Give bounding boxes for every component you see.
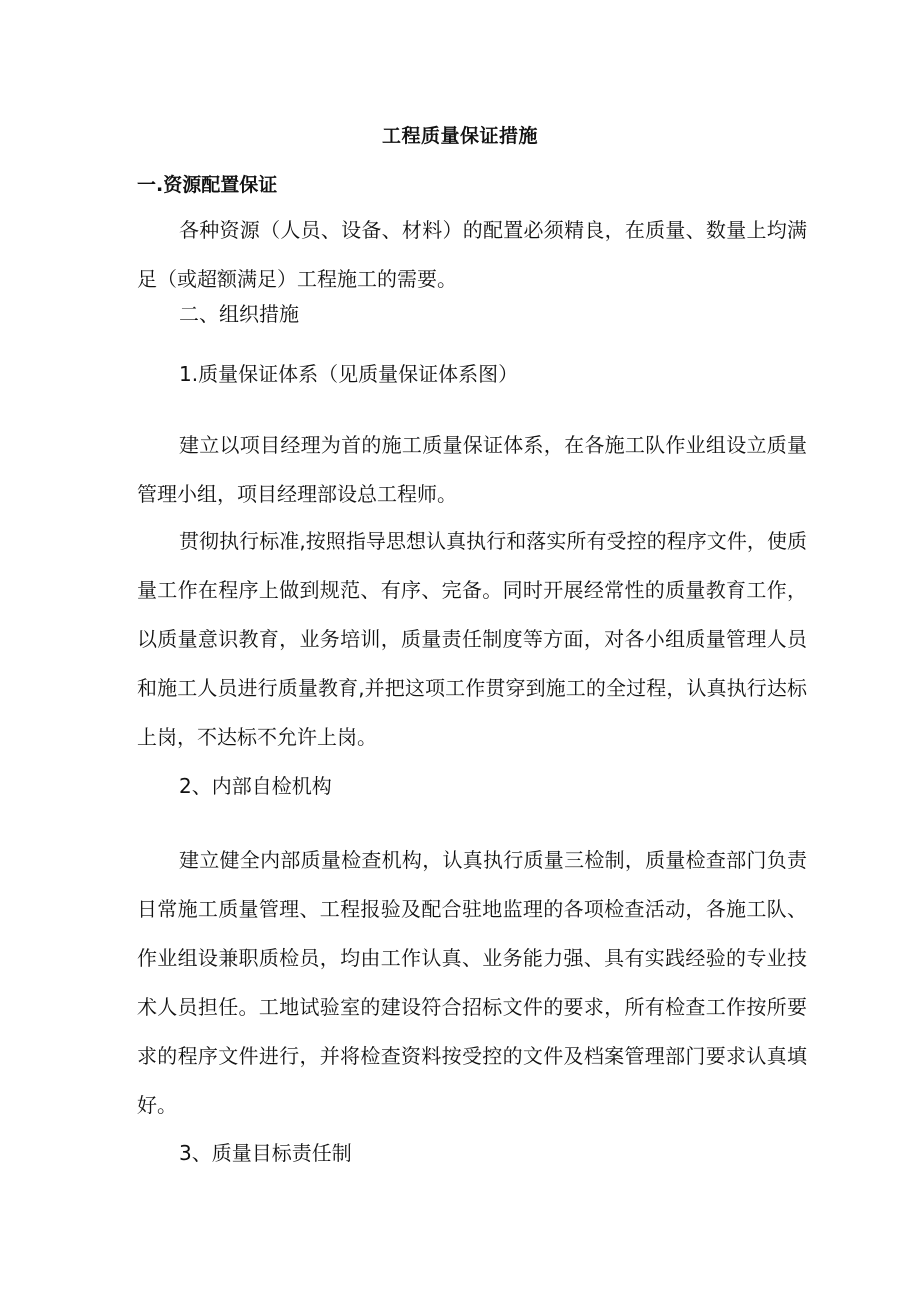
heading-organizational-measures: 二、组织措施 — [179, 302, 299, 326]
heading-quality-assurance-system: 1.质量保证体系（见质量保证体系图） — [179, 362, 519, 386]
section-heading-resource-allocation: 一.资源配置保证 — [137, 174, 278, 196]
paragraph-quality-system: 建立以项目经理为首的施工质量保证体系，在各施工队作业组设立质量管理小组，项目经理部设总工程师。 — [137, 433, 807, 506]
heading-quality-responsibility: 3、质量目标责任制 — [179, 1141, 352, 1165]
paragraph-resource-allocation: 各种资源（人员、设备、材料）的配置必须精良，在质量、数量上均满足（或超额满足）工程施工的需要。 — [137, 218, 807, 291]
paragraph-implement-standards: 贯彻执行标准,按照指导思想认真执行和落实所有受控的程序文件，使质量工作在程序上做到规范、有序、完备。同时开展经常性的质量教育工作，以质量意识教育，业务培训，质量责任制度等方面，对各小组质量管理人员和施工人员进行质量教育,并把这项工作贯穿到施工的全过程，认真执行达标上岗，不达标不允许上岗。 — [137, 529, 807, 749]
paragraph-internal-inspection: 建立健全内部质量检查机构，认真执行质量三检制，质量检查部门负责日常施工质量管理、工程报验及配合驻地监理的各项检查活动，各施工队、作业组设兼职质检员，均由工作认真、业务能力强、具有实践经验的专业技术人员担任。工地试验室的建设符合招标文件的要求，所有检查工作按所要求的程序文件进行，并将检查资料按受控的文件及档案管理部门要求认真填好。 — [137, 848, 807, 1117]
document-title: 工程质量保证措施 — [381, 125, 538, 147]
heading-internal-inspection: 2、内部自检机构 — [179, 774, 332, 798]
